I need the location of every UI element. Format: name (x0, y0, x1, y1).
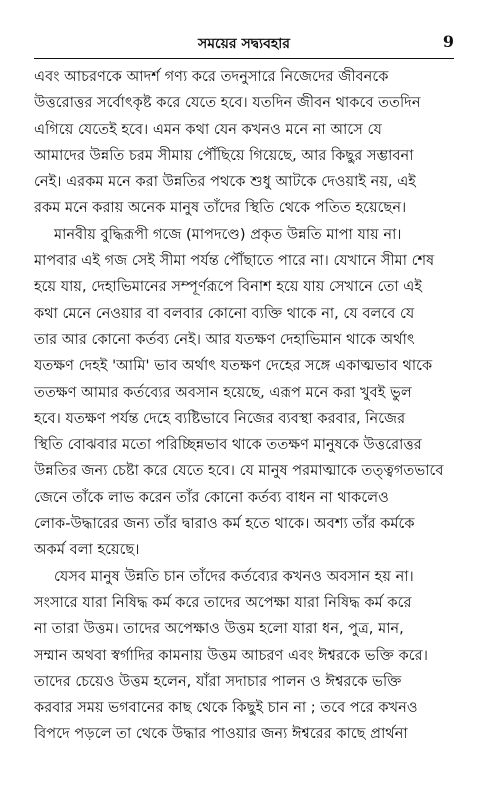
text-line: নেই। এরকম মনে করা উন্নতির পথকে শুধু আটকে দেওয়াই নয়, এই (34, 173, 416, 191)
text-line: না তারা উত্তম। তাদের অপেক্ষাও উত্তম হলো যারা ধন, পুত্র, মান, (34, 620, 404, 638)
text-line: তাদের চেয়েও উত্তম হলেন, যাঁরা সদাচার পালন ও ঈশ্বরকে ভক্তি (34, 672, 402, 690)
page-number: 9 (442, 32, 454, 51)
text-line: লোক-উদ্ধারের জন্য তাঁর দ্বারাও কর্ম হতে থাকে। অবশ্য তাঁর কর্মকে (34, 515, 415, 533)
running-header (34, 34, 454, 56)
text-line: যেসব মানুষ উন্নতি চান তাঁদের কর্তব্যের কখনও অবসান হয় না। (54, 567, 414, 585)
paragraph (34, 222, 454, 564)
text-line: বিপদে পড়লে তা থেকে উদ্ধার পাওয়ার জন্য ঈশ্বরের কাছে প্রার্থনা (34, 725, 408, 743)
paragraph (34, 564, 454, 748)
text-line: এবং আচরণকে আদর্শ গণ্য করে তদনুসারে নিজেদের জীবনকে (34, 68, 389, 85)
header-rule (34, 58, 454, 59)
text-line: তার আর কোনো কর্তব্য নেই। আর যতক্ষণ দেহাভিমান থাকে অর্থাৎ (34, 330, 415, 348)
chapter-title: সময়ের সদ্ব্যবহার (197, 36, 290, 52)
text-line: এগিয়ে যেতেই হবে। এমন কথা যেন কখনও মনে না আসে যে (34, 120, 382, 138)
text-line: ততক্ষণ আমার কর্তব্যের অবসান হয়েছে, এরূপ মনে করা খুবই ভুল (34, 383, 412, 401)
text-line: উত্তরোত্তর সর্বোৎকৃষ্ট করে যেতে হবে। যতদিন জীবন থাকবে ততদিন (34, 94, 421, 112)
text-line: রকম মনে করায় অনেক মানুষ তাঁদের স্থিতি থেকে পতিত হয়েছেন। (34, 199, 407, 217)
text-line: মাপবার এই গজ সেই সীমা পর্যন্ত পৌঁছাতে পারে না। যেখানে সীমা শেষ (34, 252, 435, 270)
text-line: উন্নতির জন্য চেষ্টা করে যেতে হবে। যে মানুষ পরমাত্মাকে তত্ত্বগতভাবে (34, 462, 444, 480)
text-line: করবার সময় ভগবানের কাছ থেকে কিছুই চান না ; তবে পরে কখনও (34, 699, 418, 717)
text-line: হবে। যতক্ষণ পর্যন্ত দেহে ব্যষ্টিভাবে নিজের ব্যবস্থা করবার, নিজের (34, 409, 406, 427)
paragraph (34, 64, 454, 222)
text-line: সংসারে যারা নিষিদ্ধ কর্ম করে তাদের অপেক্ষা যারা নিষিদ্ধ কর্ম করে (34, 593, 412, 611)
text-line: হয়ে যায়, দেহাভিমানের সম্পূর্ণরূপে বিনাশ হয়ে যায় সেখানে তো এই (34, 278, 422, 296)
text-line: জেনে তাঁকে লাভ করেন তাঁর কোনো কর্তব্য বাধন না থাকলেও (34, 488, 389, 506)
text-line: সম্মান অথবা স্বর্গাদির কামনায় উত্তম আচরণ এবং ঈশ্বরকে ভক্তি করে। (34, 646, 428, 664)
text-line: কথা মেনে নেওয়ার বা বলবার কোনো ব্যক্তি থাকে না, যে বলবে যে (34, 304, 415, 322)
text-line: আমাদের উন্নতি চরম সীমায় পৌঁছিয়ে গিয়েছে, আর কিছুর সম্ভাবনা (34, 146, 414, 164)
text-line: যতক্ষণ দেহই 'আমি' ভাব অর্থাৎ যতক্ষণ দেহের সঙ্গে একাত্মভাব থাকে (34, 357, 433, 375)
text-line: অকর্ম বলা হয়েছে। (34, 541, 140, 559)
page-body (34, 64, 454, 748)
text-line: স্থিতি বোঝবার মতো পরিচ্ছিন্নভাব থাকে ততক্ষণ মানুষকে উত্তরোত্তর (34, 436, 422, 454)
text-line: মানবীয় বুদ্ধিরূপী গজে (মাপদণ্ডে) প্রকৃত উন্নতি মাপা যায় না। (54, 225, 402, 243)
